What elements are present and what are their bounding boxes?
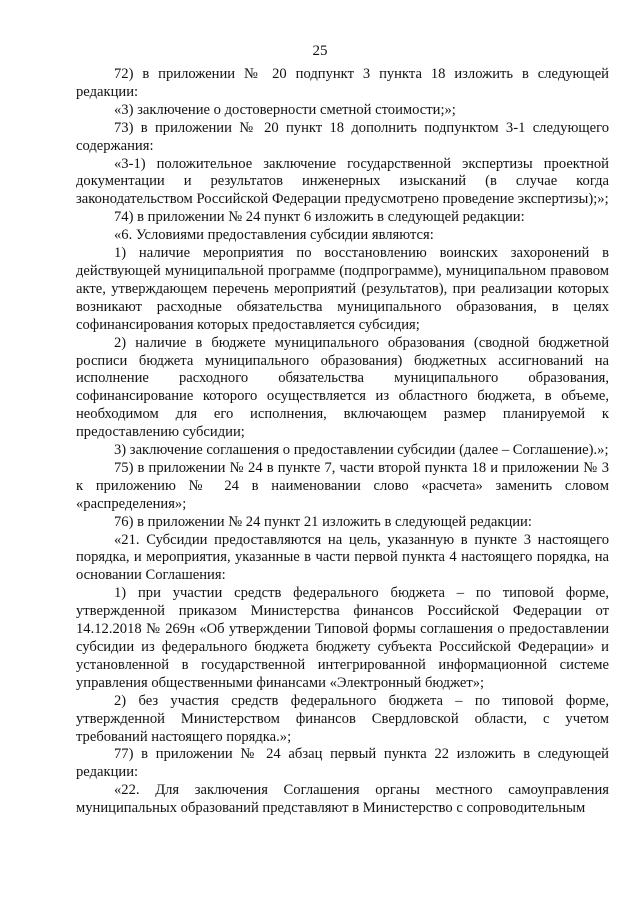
paragraph-76-subitem-2: 2) без участия средств федерального бюджета – по типовой форме, утвержденной Министерством финансов Свердловской области, с учетом требований настоящего порядка.»; bbox=[76, 692, 609, 745]
paragraph-72-text: «3) заключение о достоверности сметной стоимости;»; bbox=[114, 101, 456, 118]
paragraph-75: 75) в приложении № 24 в пункте 7, части второй пункта 18 и приложении № 3 к приложению № 24 в наименовании слово «расчета» заменить словом «распределения»; bbox=[76, 459, 609, 512]
paragraph-73: 73) в приложении № 20 пункт 18 дополнить подпунктом 3-1 следующего содержания: bbox=[76, 119, 609, 154]
paragraph-77-item-22: «22. Для заключения Соглашения органы местного самоуправления муниципальных образований представляют в Министерство с сопроводительным bbox=[76, 782, 609, 817]
paragraph-76-item-21: «21. Субсидии предоставляются на цель, указанную в пункте 3 настоящего порядка, и мероприятия, указанные в части первой пункта 4 настоящего порядка, на основании Соглашения: bbox=[76, 531, 609, 584]
paragraph-73-text: «3-1) положительное заключение государственной экспертизы проектной документации и результатов инженерных изысканий (в случае когда законодательством Российской Федерации предусмотрено проведение экспертизы);»; bbox=[76, 155, 609, 208]
paragraph-72: 72) в приложении № 20 подпункт 3 пункта 18 изложить в следующей редакции: bbox=[76, 66, 609, 100]
paragraph-74-subitem-2: 2) наличие в бюджете муниципального образования (сводной бюджетной росписи бюджета муниципального образования) бюджетных ассигнований на исполнение расходного обязательства муниципального образования, софинансирование которого осуществляется из областного бюджета, в объеме, необходимом для его исполнения, включающем размер планируемой к предоставлению субсидии; bbox=[76, 334, 609, 441]
paragraph-74: 74) в приложении № 24 пункт 6 изложить в следующей редакции: bbox=[114, 209, 525, 226]
paragraph-76-subitem-1: 1) при участии средств федерального бюджета – по типовой форме, утвержденной приказом Министерства финансов Российской Федерации от 14.12.2018 № 269н «Об утверждении Типовой формы соглашения о предоставлении субсидии из федерального бюджета бюджету субъекта Российской Федерации» и установленной в государственной интегрированной информационной системе управления общественными финансами «Электронный бюджет»; bbox=[76, 585, 609, 691]
document-body bbox=[76, 66, 609, 818]
paragraph-74-subitem-3: 3) заключение соглашения о предоставлении субсидии (далее – Соглашение).»; bbox=[114, 442, 609, 459]
page-number: 25 bbox=[312, 43, 328, 59]
paragraph-76: 76) в приложении № 24 пункт 21 изложить в следующей редакции: bbox=[114, 513, 532, 530]
paragraph-74-subitem-1: 1) наличие мероприятия по восстановлению воинских захоронений в действующей муниципальной программе (подпрограмме), муниципальном правовом акте, утверждающем перечень мероприятий (результатов), при реализации которых возникают расходные обязательства муниципального образования, в целях софинансирования которых предоставляется субсидия; bbox=[76, 245, 609, 333]
paragraph-77: 77) в приложении № 24 абзац первый пункта 22 изложить в следующей редакции: bbox=[76, 746, 609, 781]
paragraph-74-item-6: «6. Условиями предоставления субсидии являются: bbox=[114, 227, 434, 244]
